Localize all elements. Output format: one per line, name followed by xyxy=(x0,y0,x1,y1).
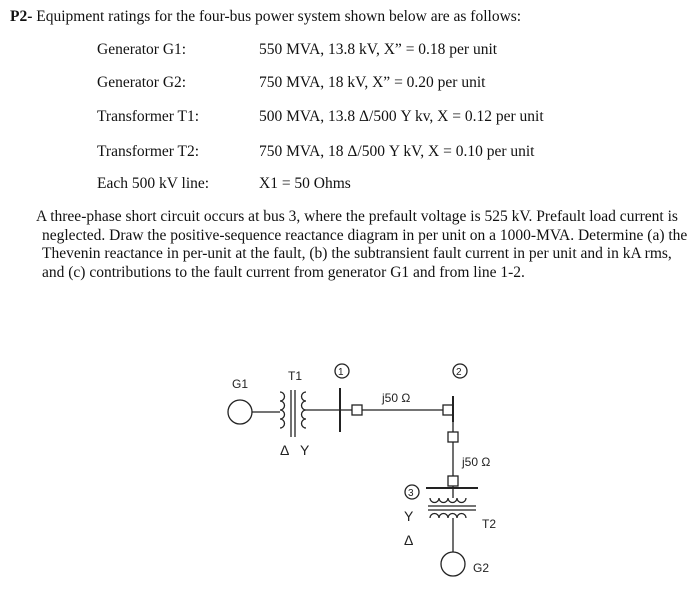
rating-label: Transformer T2: xyxy=(97,143,200,160)
t1-primary-coil xyxy=(280,392,285,428)
rating-value: 500 MVA, 13.8 Δ/500 Y kv, X = 0.12 per unit xyxy=(259,108,544,125)
rating-label: Generator G2: xyxy=(97,74,187,91)
g2-label: G2 xyxy=(473,561,490,575)
breaker-1-2b xyxy=(443,405,453,415)
t2-secondary-coil xyxy=(430,514,466,519)
line12-impedance-label: j50 Ω xyxy=(382,391,411,405)
t2-primary-coil xyxy=(430,498,466,503)
t1-wye-symbol: Y xyxy=(300,442,310,458)
rating-value: 750 MVA, 18 kV, X” = 0.20 per unit xyxy=(259,74,486,91)
t1-label: T1 xyxy=(288,369,303,383)
problem-statement-text: A three-phase short circuit occurs at bus 3, where the prefault voltage is 525 kV. Prefault load current is neglected. Draw the positive-sequence reactance diagram in per unit on a 1000-MVA. Determine (a) the Thevenin reactance in per-unit at the fault, (b) the subtransient fault current in per unit and in kA rms, and (c) contributions to the fault current from generator G1 and from line 1-2. xyxy=(36,208,688,281)
t1-secondary-coil xyxy=(302,392,307,428)
line23-impedance-label: j50 Ω xyxy=(462,455,491,469)
t2-delta-symbol: Δ xyxy=(404,532,414,548)
breaker-1-2a xyxy=(352,405,362,415)
g1-label: G1 xyxy=(232,377,249,391)
bus3-label: 3 xyxy=(408,488,414,499)
t2-label: T2 xyxy=(482,517,497,531)
problem-heading-text: Equipment ratings for the four-bus power system shown below are as follows: xyxy=(36,8,522,25)
rating-label: Each 500 kV line: xyxy=(97,175,210,192)
bus1-label: 1 xyxy=(338,367,344,378)
rating-label: Generator G1: xyxy=(97,41,187,58)
rating-label: Transformer T1: xyxy=(97,108,200,125)
problem-number: P2- xyxy=(10,8,33,25)
bus2-label: 2 xyxy=(456,367,462,378)
rating-value: X1 = 50 Ohms xyxy=(259,175,351,192)
rating-value: 750 MVA, 18 Δ/500 Y kV, X = 0.10 per unit xyxy=(259,143,535,160)
rating-value: 550 MVA, 13.8 kV, X” = 0.18 per unit xyxy=(259,41,498,58)
generator-g2-symbol xyxy=(441,552,465,576)
t1-delta-symbol: Δ xyxy=(280,442,290,458)
t2-wye-symbol: Y xyxy=(404,508,414,524)
breaker-2-3b xyxy=(448,476,458,486)
generator-g1-symbol xyxy=(228,400,252,424)
breaker-2-3a xyxy=(448,432,458,442)
